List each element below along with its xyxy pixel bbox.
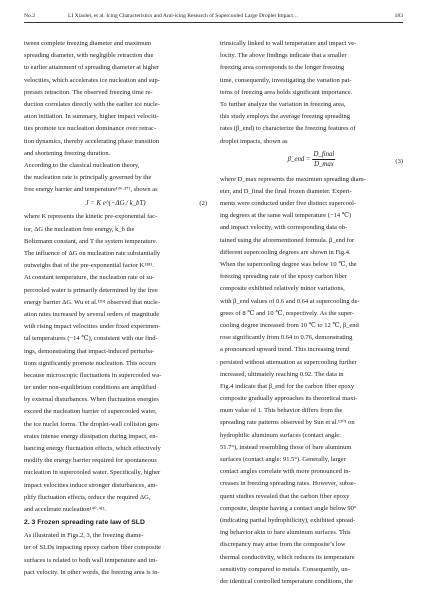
text-line: energy barrier ΔG. Wu et al.¹³⁹¹ observed that nucle- xyxy=(24,298,160,306)
text-line: tal temperatures (−14 ℃), consistent with our find- xyxy=(24,335,158,343)
text-line: ties promote ice nucleation dominance over retrac- xyxy=(24,125,157,133)
text-line: creases in freezing spreading rates. However, subse- xyxy=(220,480,356,488)
text-line: locity. The above findings indicate that a smaller xyxy=(220,52,347,60)
text-line: ing degrees at the same wall temperature (−14 ℃) xyxy=(220,212,352,220)
text-line: tion dynamics, thereby accelerating phase transition xyxy=(24,137,160,145)
section-heading: 2. 3 Frozen spreading rate law of SLD xyxy=(24,519,145,527)
text-line: grees of 8 ℃ and 10 ℃, respectively. As the super- xyxy=(220,309,355,317)
text-line: percooled water is primarily determined by the free xyxy=(24,286,158,294)
right-column xyxy=(220,38,403,588)
text-line: ter under non-equilibrium conditions are amplified xyxy=(24,384,156,392)
text-line: tor, ΔG the nucleation free energy, k_b the xyxy=(24,225,135,233)
equation-3-lhs: β_end = xyxy=(287,155,311,163)
text-line: ation rates increased by several orders of magnitude xyxy=(24,310,160,318)
text-line: rates (β_end) to characterize the freezing features of xyxy=(220,125,356,133)
text-line: and accelerate nucleation¹⁴⁰·⁴¹¹. xyxy=(24,505,107,513)
text-line: ings, demonstrating that impact-induced perturba- xyxy=(24,347,155,355)
text-line: the nucleation rate is principally governed by the xyxy=(24,174,152,182)
text-line: According to the classical nucleation theory, xyxy=(24,161,140,169)
text-line: hancing energy fluctuation effects, which effectively xyxy=(24,445,161,452)
text-line: sensitivity compared to metals. Consequently, un- xyxy=(220,565,350,573)
text-line: spreading rate patterns observed by Sun et al.¹³⁰¹ on xyxy=(220,419,355,427)
equation-2-number: (2) xyxy=(199,200,207,208)
text-line: 51.7°), instead resembling those of bare aluminum xyxy=(220,443,352,451)
text-line: impact velocities induce stronger disturbances, am- xyxy=(24,481,158,489)
text-line: discrepancy may arise from the composite’s low xyxy=(220,541,346,549)
paragraph-nucleation-summary xyxy=(24,38,207,160)
text-line: tained using the aforementioned formula. β_end for xyxy=(220,236,355,244)
equation-2-formula: J = K e^(−ΔG / k_bT) xyxy=(85,200,146,208)
text-line: pact velocity. In other words, the freezing area is in- xyxy=(24,568,160,576)
text-line: ation initiation. In summary, higher impact velociti- xyxy=(24,113,159,121)
text-line: exceed the nucleation barrier of supercooled water, xyxy=(24,408,157,416)
text-line: eter, and D_final the final frozen diameter. Experi- xyxy=(220,187,352,195)
text-line: ter of SLDs impacting epoxy carbon fiber composite xyxy=(24,544,162,552)
equation-3 xyxy=(220,148,403,174)
text-line: mum value of 1. This behavior differs from the xyxy=(220,407,343,415)
text-line: tions significantly promote nucleation. This occurs xyxy=(24,359,157,367)
text-line: Fig.4 indicate that β_end for the carbon fiber epoxy xyxy=(220,382,355,390)
text-line: free energy barrier and temperature¹³⁶·³⁷¹, shown as xyxy=(24,186,158,194)
issue-number: No.2 xyxy=(24,13,36,19)
text-line: composite exhibited relatively minor variations, xyxy=(220,285,345,293)
text-line: When the supercooling degree was below 10 ℃, the xyxy=(220,261,357,268)
text-line: and impact velocity, with corresponding data ob- xyxy=(220,224,348,232)
text-line: spreading diameter, with negligible retraction due xyxy=(24,52,154,60)
text-line: a pronounced upward trend. This increasing trend xyxy=(220,346,350,354)
text-line: and shortening freezing duration. xyxy=(24,149,111,157)
text-line: der identical controlled temperature conditions, the xyxy=(220,577,353,585)
text-line: ments were conducted under five distinct supercool- xyxy=(220,200,357,208)
text-line: freezing spreading rate of the epoxy carbon fiber xyxy=(220,273,347,281)
text-line: nucleation in supercooled water. Specifically, higher xyxy=(24,469,161,477)
equation-3-number: (3) xyxy=(395,157,403,165)
text-line: surfaces is related to both wall temperature and im- xyxy=(24,556,158,564)
text-line: erates intense energy dissipation during impact, en- xyxy=(24,432,158,440)
text-line: presses retraction. The observed freezing time re- xyxy=(24,88,153,96)
text-line: plify fluctuation effects, reduce the required ΔG, xyxy=(24,493,151,501)
text-line: cooling degree increased from 10 ℃ to 12 ℃, β_end xyxy=(220,321,359,329)
paragraph-classical-nucleation xyxy=(24,160,207,197)
text-line: quent studies revealed that the carbon fiber epoxy xyxy=(220,492,350,500)
text-line: to earlier attainment of spreading diameter at higher xyxy=(24,64,160,72)
text-line: velocities, which accelerates ice nucleation and sup- xyxy=(24,76,160,84)
equation-3-numerator: D_final xyxy=(313,150,335,158)
text-line: where K represents the kinetic pre-exponential fac- xyxy=(24,213,158,221)
running-header xyxy=(24,10,403,23)
text-line: modify the energy barrier required for spontaneous xyxy=(24,457,157,465)
text-line: duction correlates directly with the earlier ice nucle- xyxy=(24,100,160,108)
text-line: To further analyze the variation in freezing area, xyxy=(220,100,346,108)
paragraph-freezing-area xyxy=(220,38,403,148)
text-line: (indicating partial hydrophilicity), exhibited spread- xyxy=(220,516,356,524)
text-line: this study employs the average freezing spreading xyxy=(220,113,350,121)
paragraph-freezing-diameter xyxy=(24,530,207,579)
page-number: 183 xyxy=(394,13,403,19)
text-line: composite gradually approaches its theoretical maxi- xyxy=(220,395,358,403)
equation-2 xyxy=(24,196,207,211)
text-line: surfaces (contact angle: 91.5°). Generally, larger xyxy=(220,456,346,463)
text-line: persisted without attenuation as supercooling further xyxy=(220,358,357,366)
text-line: rose significantly from 0.64 to 0.76, demonstrating xyxy=(220,334,353,342)
text-line: by external disturbances. When fluctuation energies xyxy=(24,396,159,404)
paragraph-energy-barrier xyxy=(24,211,207,516)
text-line: The influence of ΔG on nucleation rate substantially xyxy=(24,250,161,257)
text-line: droplet impacts, shown as xyxy=(220,137,288,145)
text-line: the ice nuclei forms. The droplet-wall collision gen- xyxy=(24,420,160,428)
text-line: because microscopic fluctuations in supercooled wa- xyxy=(24,371,162,379)
text-line: ing behavior akin to bare aluminum surfaces. This xyxy=(220,529,351,537)
text-line: terns of freezing area holds significant importance. xyxy=(220,88,353,96)
text-line: outweighs that of the pre-exponential factor K¹³⁸¹. xyxy=(24,262,154,270)
text-line: with rising impact velocities under fixed experimen- xyxy=(24,323,161,331)
text-line: different supercooling degrees are shown in Fig.4. xyxy=(220,248,351,256)
text-line: thermal conductivity, which reduces its temperature xyxy=(220,553,355,561)
left-column xyxy=(24,38,207,579)
paragraph-spreading-rate xyxy=(220,174,403,588)
text-line: Boltzmann constant, and T the system temperature. xyxy=(24,237,158,245)
text-line: where D_max represents the maximum spreading diam- xyxy=(220,175,366,183)
text-line: contact angles correlate with more pronounced in- xyxy=(220,468,351,476)
text-line: freezing area corresponds to the longer freezing xyxy=(220,64,345,72)
text-line: time, consequently, investigating the variation pat- xyxy=(220,76,352,84)
equation-3-denominator: D_max xyxy=(314,160,334,168)
text-line: hydrophilic aluminum surfaces (contact angle: xyxy=(220,431,341,439)
text-line: tween complete freezing diameter and maximum xyxy=(24,40,152,47)
text-line: with β_end values of 0.6 and 0.64 at supercooling de- xyxy=(220,297,360,305)
running-title: LI Xiaolei, et al. Icing Characteristics and Anti-icing Research of Supercooled Large Droplet Impact… xyxy=(68,13,299,19)
text-line: composite, despite having a contact angle below 90° xyxy=(220,504,357,512)
text-line: trinsically linked to wall temperature and impact ve- xyxy=(220,40,357,47)
text-line: increased, ultimately reaching 0.92. The data in xyxy=(220,370,344,378)
text-line: At constant temperature, the nucleation rate of su- xyxy=(24,274,155,282)
text-line: As illustrated in Figs.2, 3, the freezing diame- xyxy=(24,532,144,540)
